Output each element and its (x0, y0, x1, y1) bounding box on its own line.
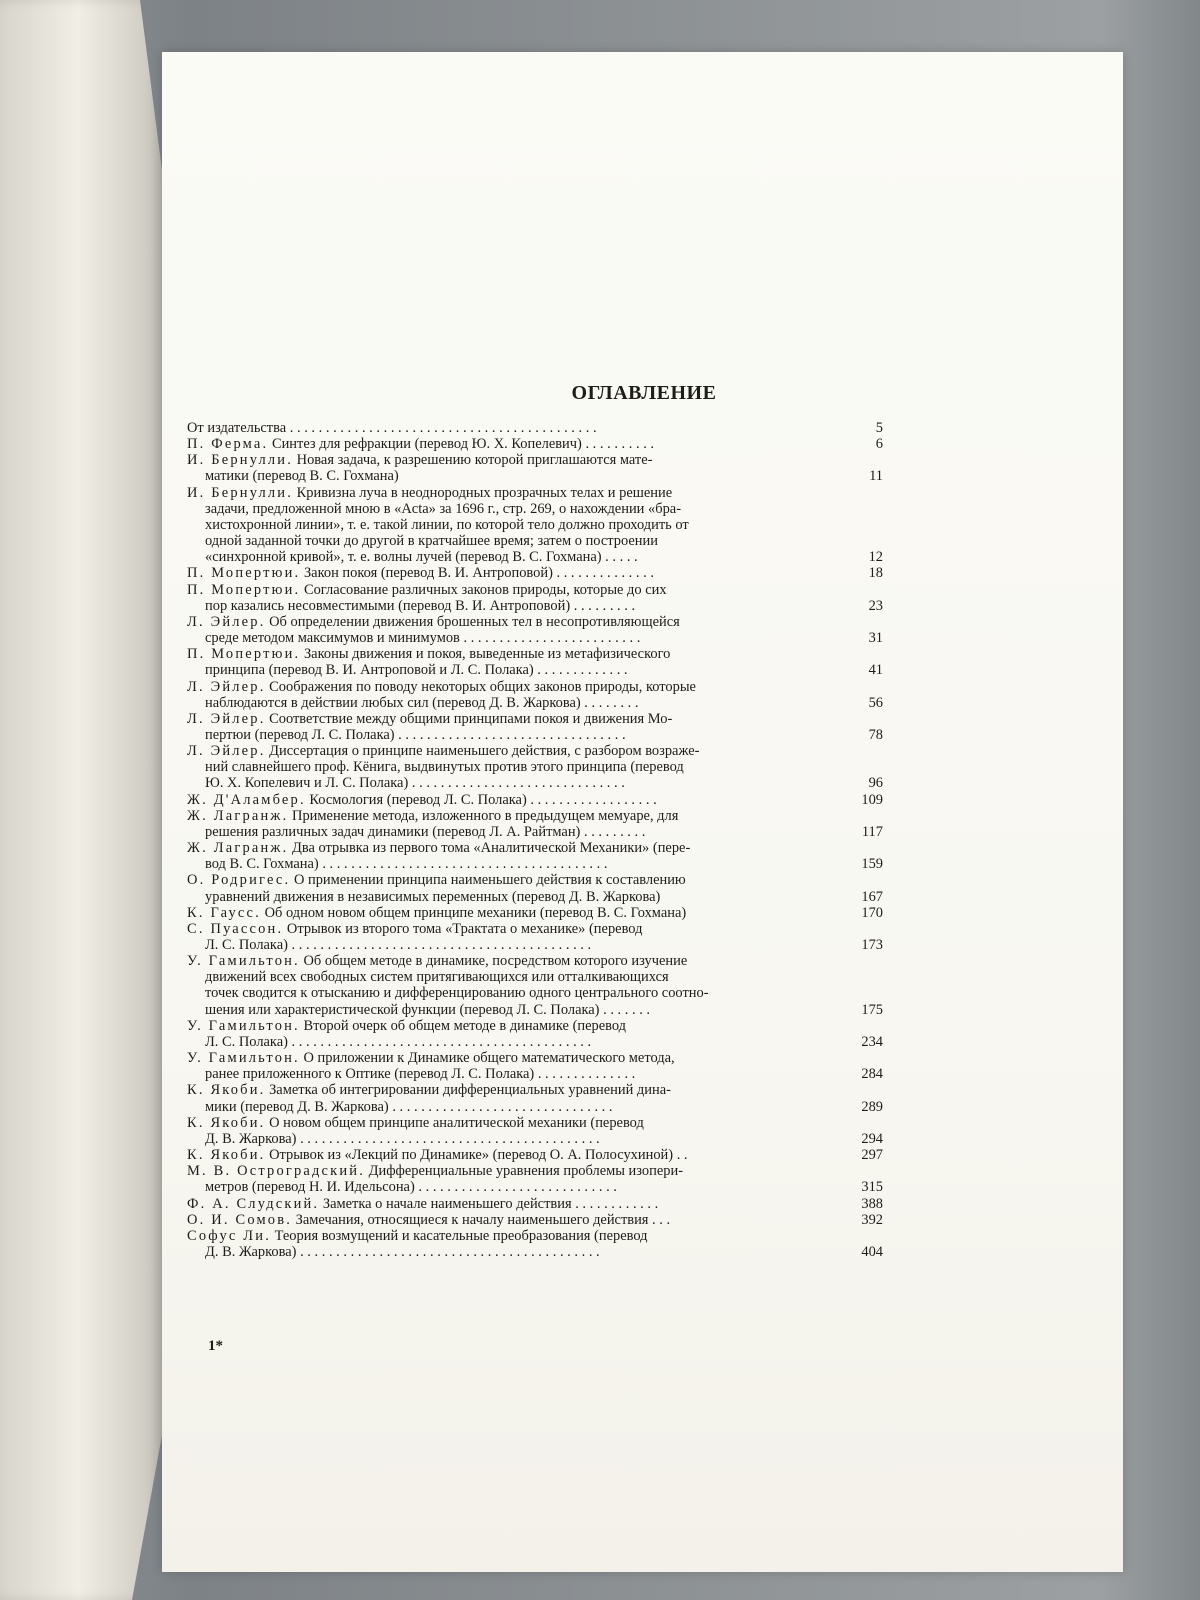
toc-title: О применении принципа наименьшего действия к составлению уравнений движения в независимых переменных (перевод Д. В. Жаркова) (205, 872, 686, 905)
toc-page-number: 315 (861, 1179, 883, 1196)
left-page-edge (0, 0, 162, 1600)
toc-author: К. Якоби. (187, 1114, 266, 1131)
toc-entry (187, 743, 883, 791)
toc-entry (187, 808, 883, 840)
toc-page-number: 284 (861, 1066, 883, 1083)
toc-entry (187, 436, 883, 452)
toc-author: И. Бернулли. (187, 484, 294, 501)
toc-entry (187, 679, 883, 711)
toc-entry-text (187, 582, 841, 614)
toc-entry-text (187, 436, 841, 452)
toc-entry (187, 905, 883, 921)
toc-title: Об определении движения брошенных тел в несопротивляющейся среде методом максимумов и минимумов . . . . . . . . . . . . . . . . . . . . . . . . . (205, 613, 680, 647)
toc-title: О новом общем принципе аналитической механики (перевод Д. В. Жаркова) . . . . . . . . . . . . . . . . . . . . . . . . . . . . . . . . . . . . . . . . . . (205, 1114, 644, 1147)
toc-author: Л. Эйлер. (187, 710, 266, 727)
toc-entry-text (187, 1212, 841, 1228)
toc-entry-text (187, 840, 841, 872)
toc-author: К. Гаусс. (187, 904, 261, 921)
toc-title: Новая задача, к разрешению которой приглашаются мате- матики (перевод В. С. Гохмана) (205, 452, 653, 485)
toc-author: К. Якоби. (187, 1147, 266, 1164)
page-heading: ОГЛАВЛЕНИЕ (571, 382, 717, 404)
toc-entry-text (187, 485, 841, 566)
toc-author: Ж. Лагранж. (187, 840, 289, 857)
toc-entry (187, 1147, 883, 1163)
toc-entry (187, 582, 883, 614)
table-of-contents (187, 420, 883, 1260)
toc-entry (187, 1050, 883, 1082)
toc-page-number: 173 (861, 937, 883, 953)
toc-entry-text (187, 565, 841, 581)
toc-author: И. Бернулли. (187, 452, 294, 469)
toc-entry (187, 646, 883, 678)
toc-title: Теория возмущений и касательные преобразования (перевод Д. В. Жаркова) . . . . . . . . . . . . . . . . . . . . . . . . . . . . . . . . . . . . . . . . . . (205, 1227, 648, 1260)
toc-entry-text (187, 711, 841, 743)
toc-entry (187, 1228, 883, 1260)
toc-page-number: 392 (861, 1211, 883, 1228)
toc-entry-text (187, 921, 841, 953)
toc-page-number: 18 (868, 565, 883, 582)
toc-entry-text (187, 872, 841, 904)
toc-page-number: 41 (868, 662, 883, 679)
toc-author: Л. Эйлер. (187, 678, 266, 695)
toc-title: Соответствие между общими принципами покоя и движения Мо- пертюи (перевод Л. С. Полака) . . . . . . . . . . . . . . . . . . . . . . . . . . . . . . . . (205, 710, 673, 743)
printer-signature-mark: 1* (208, 1338, 223, 1354)
toc-title: Два отрывка из первого тома «Аналитической Механики» (пере- вод В. С. Гохмана) . . . . . . . . . . . . . . . . . . . . . . . . . . . . . . . . . . . . . . . . (205, 840, 691, 873)
toc-entry-text (187, 1163, 841, 1195)
toc-page-number: 109 (861, 791, 883, 808)
toc-entry (187, 420, 883, 436)
toc-title: Об общем методе в динамике, посредством которого изучение движений всех свободных систем притягивающихся или отталкивающихся точек сводится к отысканию и дифференцированию одного центрального соотно- шения или характеристической функции (перевод Л. С. Полака) . . . . . . . (205, 953, 709, 1018)
toc-entry-text (187, 743, 841, 791)
toc-title: Диссертация о принципе наименьшего действия, с разбором возраже- ний славнейшего проф. Кёнига, выдвинутых против этого принципа (перевод Ю. Х. Копелевич и Л. С. Полака) . . . . . . . . . . . . . . . . . . . . . . . . . . . . . . (205, 743, 700, 792)
toc-author: П. Мопертюи. (187, 581, 301, 598)
toc-entry-text (187, 1050, 841, 1082)
toc-title: Отрывок из второго тома «Трактата о механике» (перевод Л. С. Полака) . . . . . . . . . . . . . . . . . . . . . . . . . . . . . . . . . . . . . . . . . . (205, 920, 643, 953)
toc-title: Космология (перевод Л. С. Полака) . . . . . . . . . . . . . . . . . . (305, 791, 657, 808)
toc-entry (187, 485, 883, 566)
toc-page-number: 56 (868, 694, 883, 711)
toc-author: О. Родригес. (187, 872, 291, 889)
toc-title: Заметка об интегрировании дифференциальных уравнений дина- мики (перевод Д. В. Жаркова) . . . . . . . . . . . . . . . . . . . . . . . . . . . . . . . (205, 1082, 671, 1115)
toc-title: Применение метода, изложенного в предыдущем мемуаре, для решения различных задач динамики (перевод Л. А. Райтман) . . . . . . . . . (205, 807, 679, 840)
toc-entry (187, 1212, 883, 1228)
toc-entry-text (187, 452, 841, 484)
toc-title: Заметка о начале наименьшего действия . . . . . . . . . . . . (319, 1195, 659, 1212)
toc-page-number: 388 (861, 1195, 883, 1212)
toc-title: Синтез для рефракции (перевод Ю. Х. Копелевич) . . . . . . . . . . (268, 436, 655, 453)
toc-page-number: 6 (875, 436, 883, 453)
toc-page-number: 5 (875, 420, 883, 436)
toc-author: М. В. Остроградский. (187, 1163, 366, 1180)
toc-entry-text (187, 614, 841, 646)
toc-entry (187, 1018, 883, 1050)
toc-title: Второй очерк об общем методе в динамике (перевод Л. С. Полака) . . . . . . . . . . . . . . . . . . . . . . . . . . . . . . . . . . . . . . . . . . (205, 1017, 627, 1050)
toc-page-number: 294 (861, 1130, 883, 1147)
toc-entry-text (187, 1196, 841, 1212)
toc-entry (187, 452, 883, 484)
toc-title: От издательства . . . . . . . . . . . . . . . . . . . . . . . . . . . . . . . . . . . . . . . . . . . (187, 420, 597, 436)
toc-author: У. Гамильтон. (187, 1050, 300, 1067)
toc-author: П. Мопертюи. (187, 646, 301, 663)
toc-entry-text (187, 679, 841, 711)
toc-author: У. Гамильтон. (187, 953, 300, 970)
toc-author: О. И. Сомов. (187, 1211, 293, 1228)
toc-author: П. Мопертюи. (187, 565, 301, 582)
toc-page-number: 11 (869, 468, 883, 485)
toc-page-number: 159 (861, 856, 883, 873)
toc-page-number: 23 (868, 597, 883, 614)
toc-entry (187, 565, 883, 581)
toc-entry-text (187, 420, 841, 436)
toc-page-number: 78 (868, 726, 883, 743)
toc-entry-text (187, 1228, 841, 1260)
toc-page-number: 404 (861, 1243, 883, 1260)
toc-author: Л. Эйлер. (187, 743, 266, 760)
toc-page-number: 297 (861, 1147, 883, 1164)
toc-author: Софус Ли. (187, 1227, 272, 1244)
toc-entry (187, 1163, 883, 1195)
toc-entry-text (187, 1147, 841, 1163)
toc-entry-text (187, 646, 841, 678)
toc-page-number: 289 (861, 1098, 883, 1115)
toc-title: Согласование различных законов природы, которые до сих пор казались несовместимыми (перевод В. И. Антроповой) . . . . . . . . . (205, 581, 667, 614)
toc-title: О приложении к Динамике общего математического метода, ранее приложенного к Оптике (перевод Л. С. Полака) . . . . . . . . . . . . . . (205, 1050, 675, 1083)
toc-entry (187, 1082, 883, 1114)
toc-entry-text (187, 1018, 841, 1050)
toc-entry (187, 1196, 883, 1212)
toc-page-number: 167 (861, 888, 883, 905)
toc-author: К. Якоби. (187, 1082, 266, 1099)
toc-page-number: 117 (861, 823, 883, 840)
toc-author: С. Пуассон. (187, 920, 284, 937)
toc-title: Дифференциальные уравнения проблемы изопери- метров (перевод Н. И. Идельсона) . . . . . . . . . . . . . . . . . . . . . . . . . . . . (205, 1163, 683, 1196)
toc-page-number: 170 (861, 904, 883, 921)
toc-entry-text (187, 1115, 841, 1147)
toc-title: Замечания, относящиеся к началу наименьшего действия . . . (292, 1211, 671, 1228)
table-of-contents-page (162, 52, 1123, 1572)
toc-entry (187, 840, 883, 872)
toc-entry (187, 872, 883, 904)
toc-author: Ф. А. Слудский. (187, 1195, 320, 1212)
toc-page-number: 31 (868, 630, 883, 647)
toc-entry-text (187, 808, 841, 840)
toc-entry (187, 921, 883, 953)
toc-author: Ж. Д'Аламбер. (187, 791, 306, 808)
toc-entry (187, 953, 883, 1018)
toc-entry (187, 614, 883, 646)
toc-title: Законы движения и покоя, выведенные из метафизического принципа (перевод В. И. Антроповой и Л. С. Полака) . . . . . . . . . . . . . (205, 646, 671, 679)
toc-author: Ж. Лагранж. (187, 807, 289, 824)
toc-author: Л. Эйлер. (187, 613, 266, 630)
toc-page-number: 12 (868, 549, 883, 566)
toc-page-number: 175 (861, 1001, 883, 1018)
toc-title: Соображения по поводу некоторых общих законов природы, которые наблюдаются в действии любых сил (перевод Д. В. Жаркова) . . . . . . . . (205, 678, 696, 711)
toc-page-number: 234 (861, 1033, 883, 1050)
toc-entry (187, 711, 883, 743)
toc-entry (187, 792, 883, 808)
toc-entry-text (187, 905, 841, 921)
toc-page-number: 96 (868, 775, 883, 792)
toc-title: Отрывок из «Лекций по Динамике» (перевод О. А. Полосухиной) . . (265, 1147, 688, 1164)
toc-author: П. Ферма. (187, 436, 269, 453)
toc-author: У. Гамильтон. (187, 1017, 300, 1034)
toc-title: Об одном новом общем принципе механики (перевод В. С. Гохмана) (260, 904, 687, 921)
toc-entry-text (187, 953, 841, 1018)
toc-title: Закон покоя (перевод В. И. Антроповой) . . . . . . . . . . . . . . (300, 565, 654, 582)
toc-title: Кривизна луча в неоднородных прозрачных телах и решение задачи, предложенной мною в «Acta» за 1696 г., стр. 269, о нахождении «бра- хистохронной линии», т. е. такой линии, по которой тело должно проходить от одной заданной точки до другой в кратчайшее время; затем о построении «синхронной кривой», т. е. волны лучей (перевод В. С. Гохмана) . . . . . (205, 484, 689, 566)
toc-entry (187, 1115, 883, 1147)
toc-entry-text (187, 792, 841, 808)
toc-entry-text (187, 1082, 841, 1114)
